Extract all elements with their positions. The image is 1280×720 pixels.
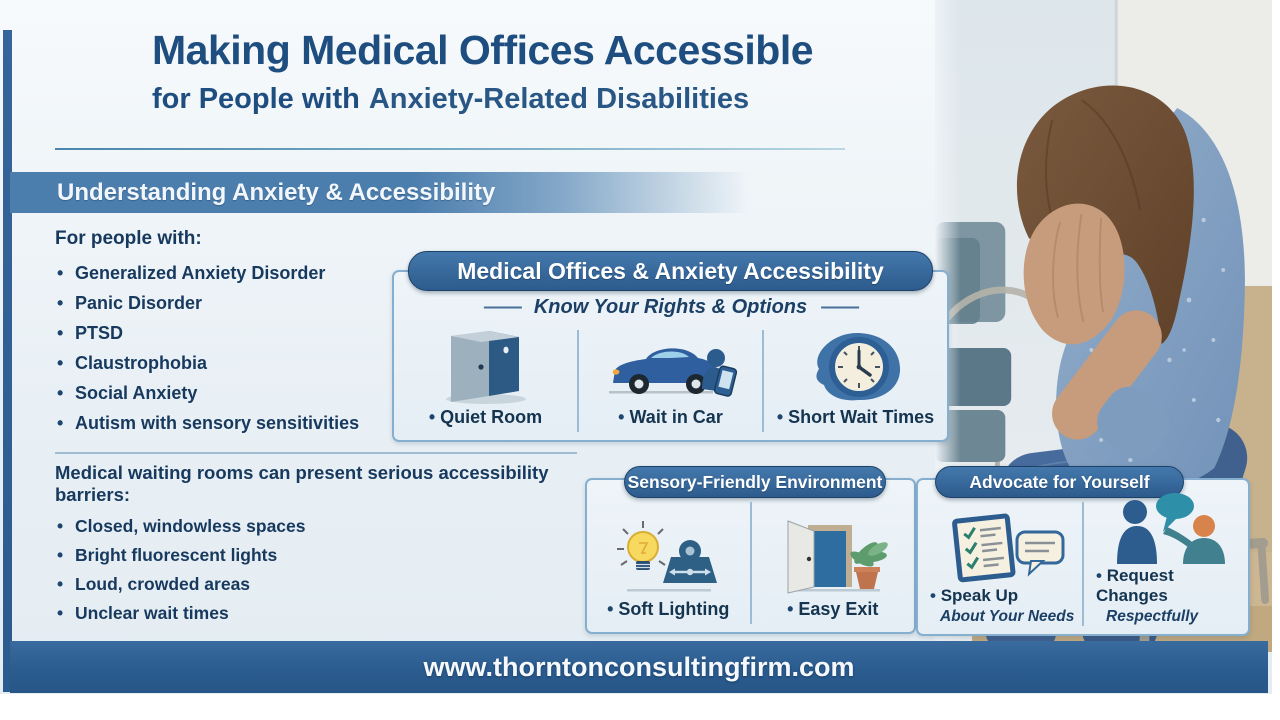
page-subtitle: [152, 83, 832, 116]
advocate-card-title: Advocate for Yourself: [935, 466, 1184, 498]
list-item: • Generalized Anxiety Disorder: [55, 258, 405, 288]
website-url: www.thorntonconsultingfirm.com: [423, 652, 855, 682]
audience-section: [55, 228, 405, 438]
page-margin: [1272, 0, 1280, 720]
audience-lead: For people with:: [55, 228, 202, 249]
list-item: • Unclear wait times: [55, 599, 615, 628]
advocate-card: [916, 472, 1250, 636]
option-quiet-room: [394, 330, 577, 432]
list-item: • Social Anxiety: [55, 378, 405, 408]
list-item: • Closed, windowless spaces: [55, 512, 615, 541]
option-request-changes: [1082, 502, 1248, 626]
option-label: • Speak Up: [926, 584, 1022, 610]
rights-options: [394, 330, 947, 432]
barriers-lead: Medical waiting rooms can present serious accessibility barriers:: [55, 462, 549, 505]
rights-card-title: Medical Offices & Anxiety Accessibility: [408, 251, 933, 291]
list-item: • Bright fluorescent lights: [55, 541, 615, 570]
barriers-section: [55, 462, 615, 628]
title-rule: [55, 148, 845, 150]
rights-card: [392, 258, 949, 442]
sensory-options: [587, 502, 914, 624]
list-item: • Panic Disorder: [55, 288, 405, 318]
left-accent-strip: [3, 30, 12, 692]
sensory-card: [585, 472, 916, 634]
option-sublabel: Respectfully: [1106, 608, 1199, 625]
subtitle-rest: Anxiety-Related Disabilities: [368, 83, 750, 116]
option-wait-in-car: [577, 330, 762, 432]
section-divider: [55, 452, 577, 454]
list-item: • Autism with sensory sensitivities: [55, 408, 405, 438]
option-label: • Soft Lighting: [603, 597, 733, 624]
rights-card-subtitle: —— Know Your Rights & Options ——: [394, 296, 947, 319]
list-item: • Claustrophobia: [55, 348, 405, 378]
subtitle-strong: for People with: [152, 83, 360, 116]
page-margin: [0, 694, 1280, 720]
car-icon: [601, 325, 741, 405]
door-icon: [430, 325, 542, 405]
clock-icon: [800, 325, 912, 405]
page-title: Making Medical Offices Accessible: [152, 27, 814, 73]
option-label: • Short Wait Times: [773, 405, 938, 432]
audience-list: [55, 258, 405, 438]
option-speak-up: [918, 502, 1082, 626]
sensory-card-title: Sensory-Friendly Environment: [624, 466, 886, 498]
option-sublabel: About Your Needs: [940, 608, 1075, 625]
footer-banner: [10, 641, 1268, 693]
option-soft-lighting: [587, 502, 750, 624]
option-easy-exit: [750, 502, 915, 624]
dimmer-bulb-icon: [609, 513, 727, 597]
list-item: • PTSD: [55, 318, 405, 348]
people-talking-icon: [1107, 490, 1233, 564]
section-banner: Understanding Anxiety & Accessibility: [10, 172, 780, 213]
option-label: • Wait in Car: [614, 405, 727, 432]
list-item: • Loud, crowded areas: [55, 570, 615, 599]
checklist-speech-icon: [941, 502, 1067, 584]
option-short-wait: [762, 330, 947, 432]
barriers-list: [55, 512, 615, 628]
advocate-options: [918, 502, 1248, 626]
option-label: • Easy Exit: [783, 597, 882, 624]
open-door-plant-icon: [774, 513, 892, 597]
header: [152, 28, 832, 116]
option-label: • Quiet Room: [425, 405, 546, 432]
option-label: • Request Changes: [1092, 564, 1248, 610]
